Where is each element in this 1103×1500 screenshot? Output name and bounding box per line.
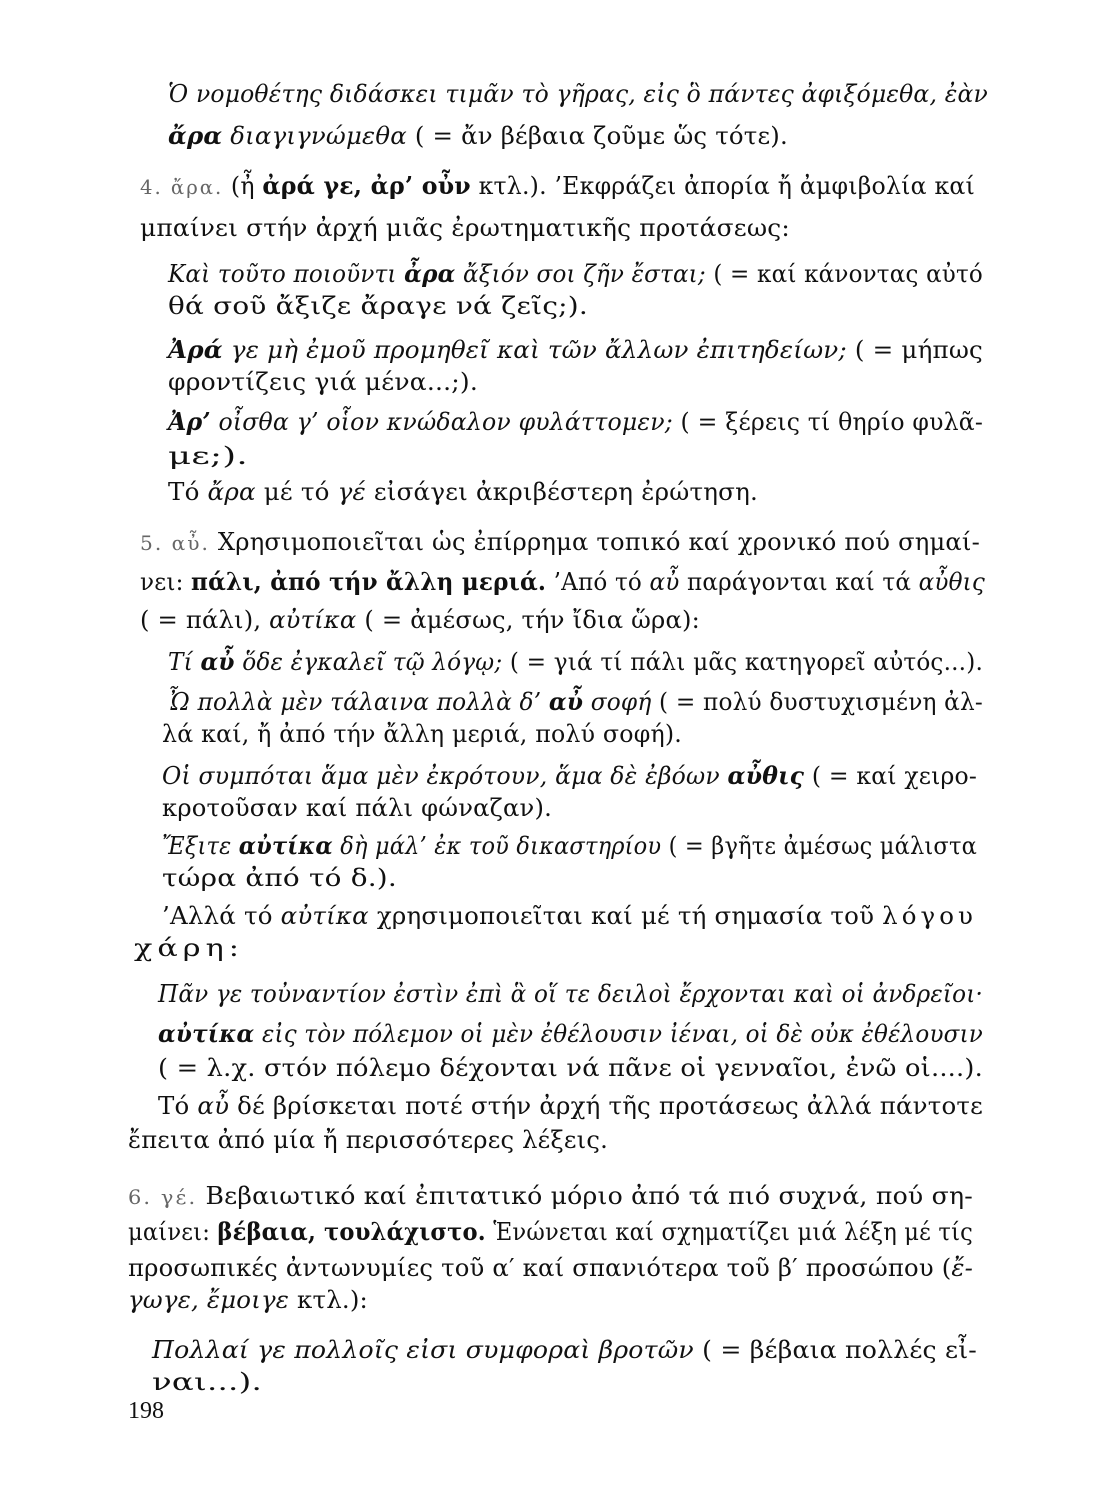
text-run: δέ βρίσκεται ποτέ στήν ἀρχή τῆς προτάσεως ἀλλά πάντοτε	[229, 1092, 984, 1120]
text-run: μαίνει:	[128, 1218, 218, 1246]
text-run: γωγε, ἔμοιγε	[128, 1286, 290, 1314]
text-line	[140, 604, 704, 636]
text-run: ( = καί χειρο-	[804, 762, 978, 790]
text-run: αὖ	[200, 647, 235, 676]
text-line	[128, 1180, 1013, 1213]
text-line	[168, 646, 983, 678]
text-run: ναι...).	[152, 1368, 263, 1396]
text-run: ( = πολύ δυστυχισμένη ἀλ-	[651, 688, 983, 716]
text-line	[162, 760, 978, 792]
text-run: οἶσθα γ’ οἷον κνώδαλον φυλάττομεν;	[210, 408, 673, 436]
text-run: ( = βέβαια πολλές εἶ-	[693, 1336, 978, 1364]
text-run: ἄξιόν σοι ζῆν ἔσται;	[455, 260, 706, 288]
text-line	[152, 1334, 1015, 1366]
text-line	[168, 78, 988, 110]
text-run: κτλ.). ’Εκφράζει ἀπορία ἤ ἀμφιβολία καί	[470, 172, 976, 200]
text-line	[140, 526, 986, 559]
text-run: σοφή	[583, 688, 652, 716]
text-run: ὅδε ἐγκαλεῖ τῷ λόγῳ;	[234, 648, 503, 676]
text-run: γε μὴ ἐμοῦ προμηθεῖ καὶ τῶν ἄλλων ἐπιτηδείων;	[222, 336, 847, 364]
text-line	[140, 212, 812, 244]
text-line	[168, 290, 656, 322]
text-run: ἔπειτα ἀπό μία ἤ περισσότερες λέξεις.	[128, 1126, 609, 1154]
text-run: Χρησιμοποιεῖται ὡς ἐπίρρημα τοπικό καί χρονικό πού σημαί-	[209, 528, 980, 556]
text-line	[158, 1052, 1040, 1084]
text-line	[140, 566, 986, 598]
text-run: θά σοῦ ἄξιζε ἄραγε νά ζεῖς;).	[168, 292, 588, 320]
text-run: μέ τό	[255, 478, 338, 506]
text-run: Τό	[168, 478, 208, 506]
text-line	[158, 978, 984, 1010]
text-line	[168, 120, 798, 152]
text-run: 5. αὖ.	[140, 531, 210, 555]
text-run: ( = ἄν βέβαια ζοῦμε ὥς τότε).	[406, 122, 788, 150]
text-run: Ἔξιτε	[162, 832, 239, 860]
text-run: χάρη:	[134, 934, 244, 962]
text-run: ἆρα	[404, 259, 456, 288]
text-line	[128, 1216, 973, 1248]
text-run: ’Από τό	[546, 568, 650, 596]
text-run: Ὁ νομοθέτης διδάσκει τιμᾶν τὸ γῆρας, εἰς ὃ πάντες ἀφιξόμεθα, ἐὰν	[168, 80, 988, 108]
text-run: ἄρα	[168, 121, 223, 150]
text-line	[134, 932, 273, 964]
text-run: 6. γέ.	[128, 1185, 198, 1209]
text-run: ( = λ.χ. στόν πόλεμο δέχονται νά πᾶνε οἱ γενναῖοι, ἐνῶ οἱ....).	[158, 1054, 983, 1082]
text-run: Ὦ πολλὰ μὲν τάλαινα πολλὰ δ’	[168, 688, 549, 716]
text-run: βέβαια, τουλάχιστο.	[217, 1217, 486, 1246]
text-run: δὴ μάλ’ ἐκ τοῦ δικαστηρίου	[332, 832, 662, 860]
text-run: ( = γιά τί πάλι μᾶς κατηγορεῖ αὐτός...).	[502, 648, 983, 676]
text-run: χρησιμοποιεῖται καί μέ τή σημασία τοῦ	[368, 902, 883, 930]
text-run: διαγιγνώμεθα	[222, 122, 407, 150]
text-run: αὖ	[649, 568, 680, 596]
text-run: αὐτίκα	[238, 831, 333, 860]
text-run: φροντίζεις γιά μένα...;).	[168, 368, 478, 396]
text-line	[162, 900, 993, 932]
text-run: (ἦ	[223, 172, 263, 200]
text-run: Βεβαιωτικό καί ἐπιτατικό μόριο ἀπό τά πιό συχνά, πού ση-	[197, 1182, 973, 1210]
text-run: εἰσάγει ἀκριβέστερη ἐρώτηση.	[365, 478, 758, 506]
text-run: γέ	[337, 478, 366, 506]
text-line	[168, 440, 286, 472]
text-run: αὖ	[548, 687, 584, 716]
text-run: αὐτίκα	[158, 1019, 255, 1048]
text-run: πάλι, ἀπό τήν ἄλλη μεριά.	[191, 567, 547, 596]
text-run: Τό	[158, 1092, 198, 1120]
text-run: ( = βγῆτε ἀμέσως μάλιστα	[661, 832, 977, 860]
text-run: Οἱ συμπόται ἅμα μὲν ἐκρότουν, ἅμα δὲ ἐβόων	[162, 762, 728, 790]
text-run: ( = καί κάνοντας αὐτό	[705, 260, 983, 288]
text-run: Πολλαί γε πολλοῖς εἰσι συμφοραὶ βροτῶν	[152, 1336, 694, 1364]
text-line	[162, 830, 977, 862]
text-line	[140, 170, 976, 203]
text-run: νει:	[140, 568, 192, 596]
text-line	[168, 366, 491, 398]
text-line	[162, 718, 683, 750]
text-run: Ἀρά	[168, 335, 223, 364]
text-run: με;).	[168, 442, 249, 470]
text-line	[162, 792, 555, 824]
text-run: Ἀρ’	[168, 407, 211, 436]
text-line	[128, 1124, 612, 1156]
text-run: ἔ-	[951, 1254, 974, 1282]
text-run: αὖθις	[727, 761, 805, 790]
text-line	[168, 686, 983, 718]
text-run: προσωπικές ἀντωνυμίες τοῦ α′ καί σπανιότερα τοῦ β′ προσώπου (	[128, 1254, 952, 1282]
text-run: εἰς τὸν πόλεμον οἱ μὲν ἐθέλουσιν ἰέναι, οἱ δὲ οὐκ ἐθέλουσιν	[254, 1020, 983, 1048]
text-run: αὐτίκα	[280, 902, 369, 930]
text-line	[128, 1252, 982, 1284]
text-line	[168, 406, 984, 438]
text-line	[152, 1366, 300, 1398]
text-run: μπαίνει στήν ἀρχή μιᾶς ἐρωτηματικῆς προτάσεως:	[140, 214, 790, 242]
text-run: Τί	[168, 648, 201, 676]
text-run: ( = μήπως	[846, 336, 983, 364]
text-run: ἀρά γε, ἀρ’ οὖν	[262, 171, 471, 200]
page-number: 198	[128, 1398, 164, 1424]
text-line	[168, 258, 983, 290]
text-run: παράγονται καί τά	[679, 568, 919, 596]
text-run: ἄρα	[207, 478, 256, 506]
text-run: λά καί, ἤ ἀπό τήν ἄλλη μεριά, πολύ σοφή).	[162, 720, 683, 748]
text-run: ( = πάλι),	[140, 606, 270, 634]
text-run: αὖθις	[918, 568, 986, 596]
text-run: αὐτίκα	[269, 606, 357, 634]
text-run: ( = ξέρεις τί θηρίο φυλᾶ-	[672, 408, 984, 436]
text-run: λόγου	[882, 902, 977, 930]
text-line	[158, 1090, 998, 1122]
text-run: κροτοῦσαν καί πάλι φώναζαν).	[162, 794, 552, 822]
text-run: αὖ	[197, 1092, 230, 1120]
text-run: Πᾶν γε τοὐναντίον ἐστὶν ἐπὶ ἃ οἵ τε δειλοὶ ἔρχονται καὶ οἱ ἀνδρεῖοι·	[158, 980, 984, 1008]
text-line	[168, 476, 771, 508]
text-run: 4. ἄρα.	[140, 175, 224, 199]
text-line	[128, 1284, 372, 1316]
text-run: τώρα ἀπό τό δ.).	[162, 864, 398, 892]
text-run: Καὶ τοῦτο ποιοῦντι	[168, 260, 405, 288]
text-run: ’Αλλά τό	[162, 902, 281, 930]
text-line	[158, 1018, 983, 1050]
text-run: κτλ.):	[289, 1286, 369, 1314]
text-line	[168, 334, 1001, 366]
text-run: ( = ἀμέσως, τήν ἴδια ὥρα):	[356, 606, 700, 634]
text-run: Ἑνώνεται καί σχηματίζει μιά λέξη μέ τίς	[485, 1218, 973, 1246]
text-line	[162, 862, 435, 894]
